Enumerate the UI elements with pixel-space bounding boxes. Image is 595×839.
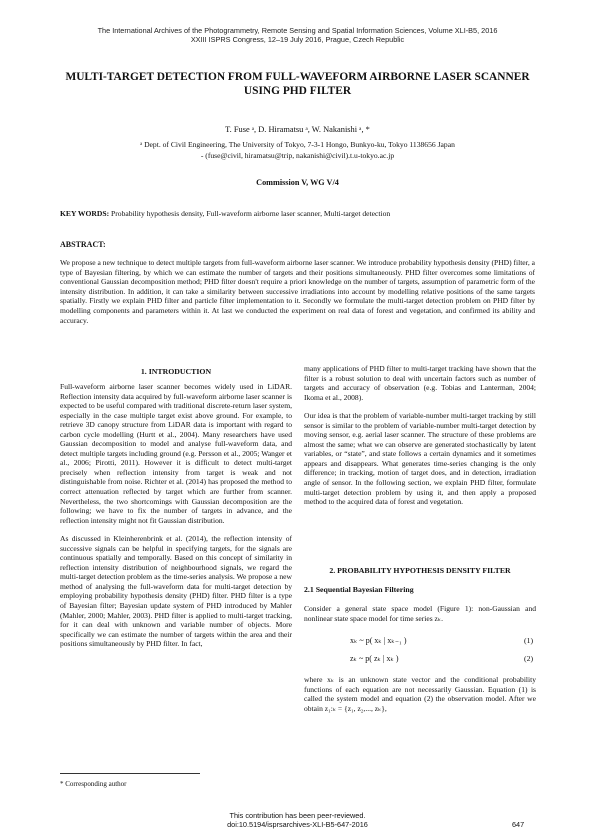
intro-paragraph-2: As discussed in Kleinherenbrink et al. (2014), the reflection intensity of successive signals can be helpful in specifying targets, for the signals are continuous spatially and temporally. Based on this concept of similarity in reflection intensity distribution of neighbourhood signals, we regard the multi-target detection problem as the time-series analysis. We propose a new method of analysing the full-waveform data for multi-target detection by employing probability hypothesis density (PHD) filter. PHD filter is a type of Bayesian filter; Bayesian update system of PHD introduced by Mahler (Mahler, 2000; Mahler, 2003). PHD filter is applied to multi-target tracking, for it can deal with unknown and variable number of objects. More specifically we can estimate the number of targets within the area and their positions simultaneously by PHD filter. In fact, — [60, 534, 292, 649]
left-column — [60, 382, 292, 658]
footer-doi: doi:10.5194/isprsarchives-XLI-B5-647-2016 — [227, 820, 368, 829]
commission: Commission V, WG V/4 — [256, 178, 339, 187]
equation-1-number: (1) — [524, 636, 534, 645]
keywords-text: Probability hypothesis density, Full-waveform airborne laser scanner, Multi-target detection — [109, 209, 391, 218]
page-number: 647 — [512, 820, 525, 829]
footnote-rule — [60, 773, 200, 774]
right-column-top — [304, 364, 536, 516]
abstract-text: We propose a new technique to detect multiple targets from full-waveform airborne laser scanner. We introduce probability hypothesis density (PHD) filter, a type of Bayesian filtering, by which we can estimate the number of targets and their positions simultaneously. PHD filter overcomes some limitations of conventional Gaussian decomposition method; PHD filter doesn't require a priori knowledge on the number of targets, assumption of parametric form of the intensity distribution. In addition, it can take a similarity between successive irradiations into account by modelling relative positions of the same targets spatially. Firstly we explain PHD filter and particle filter implementation to it. Secondly we formulate the multi-target detection problem on PHD filter by modelling components and parameters within it. At last we conducted the experiment on real data of forest and vegetation, and confirmed its ability and accuracy. — [60, 258, 535, 325]
paper-title: MULTI-TARGET DETECTION FROM FULL-WAVEFORM AIRBORNE LASER SCANNER USING PHD FILTER — [65, 71, 530, 97]
section-2-1-paragraph-1: Consider a general state space model (Figure 1): non-Gaussian and nonlinear state space model for time series zₖ. — [304, 604, 536, 623]
equation-2-number: (2) — [524, 654, 534, 663]
equation-1: xₖ ~ p( xₖ | xₖ₋₁ ) — [350, 636, 407, 645]
footer-review-note: This contribution has been peer-reviewed. — [229, 811, 366, 820]
abstract-heading: ABSTRACT: — [60, 240, 106, 249]
intro-paragraph-4: Our idea is that the problem of variable-number multi-target tracking by still sensor is similar to the problem of variable-number multi-target detection by moving sensor, e.g. aerial laser scanner. The structure of these problems are almost the same; what we can observe are generated stochastically by latent variables, or “state”, and state follows a certain dynamics and it sometimes appears and disappears. What generates time-series changing is the only difference; in tracking, motion of target does, and in detection, irradiation angle of sensor. In the following section, we explain PHD filter, formulate multi-target detection problem by using it, and then apply a proposed method to the acquired data of forest and vegetation. — [304, 411, 536, 507]
affiliation — [90, 140, 505, 161]
page-footer — [0, 811, 595, 829]
affiliation-line2: - (fuse@civil, hiramatsu@trip, nakanishi@civil).t.u-tokyo.ac.jp — [200, 150, 395, 160]
authors: T. Fuse ᵃ, D. Hiramatsu ᵃ, W. Nakanishi ᵃ, * — [225, 125, 370, 134]
equation-2: zₖ ~ p( zₖ | xₖ ) — [350, 654, 399, 663]
affiliation-line1: ᵃ Dept. of Civil Engineering, The University of Tokyo, 7-3-1 Hongo, Bunkyo-ku, Tokyo 1138656 Japan — [140, 140, 455, 149]
section-1-heading: 1. INTRODUCTION — [140, 367, 212, 376]
section-2-1-paragraph-2: where xₖ is an unknown state vector and the conditional probability functions of each equation are not necessarily Gaussian. Equation (1) is called the system model and equation (2) the observation model. After we obtain z₁:ₖ = {z₁, z₂,..., zₖ}, — [304, 675, 536, 713]
keywords-label: KEY WORDS: — [60, 209, 110, 218]
running-header-line1: The International Archives of the Photogrammetry, Remote Sensing and Spatial Information Sciences, Volume XLI-B5, 2016 — [97, 26, 498, 35]
section-2-heading: 2. PROBABILITY HYPOTHESIS DENSITY FILTER — [329, 566, 511, 575]
section-2-1-heading: 2.1 Sequential Bayesian Filtering — [304, 585, 414, 594]
keywords — [60, 209, 535, 218]
running-header-line2: XXIII ISPRS Congress, 12–19 July 2016, Prague, Czech Republic — [190, 35, 405, 44]
intro-paragraph-1: Full-waveform airborne laser scanner becomes widely used in LiDAR. Reflection intensity data acquired by full-waveform airborne laser scanner is expected to be useful compared with traditional discrete-return laser system, especially in the case multiple target exist above ground. For example, to retrieve 3D canopy structure from LiDAR data is important with regard to carbon cycle modelling (Hurtt et al., 2004). Many researchers have used Gaussian decomposition to model and analyse full-waveform data, and detect multiple targets including ground (e.g. Persson et al., 2005; Wanger et al., 2006; Pirotti, 2011). However it is difficult to detect multi-target precisely when reflection intensity from target is weak and not distinguishable from noise. Richter et al. (2014) has proposed the method to correct attenuation reflected by target which are further from scanner. Nevertheless, the two shortcomings with Gaussian decomposition are the following; we have to fix the number of targets in advance, and the reflection intensity might not fit Gaussian distribution. — [60, 382, 292, 525]
intro-paragraph-3: many applications of PHD filter to multi-target tracking have shown that the filter is a robust solution to deal with uncertain factors such as number of targets and accuracy of observation (e.g. Tobias and Lanterman, 2004; Ikoma et al., 2008). — [304, 364, 536, 402]
footnote: * Corresponding author — [60, 780, 127, 788]
